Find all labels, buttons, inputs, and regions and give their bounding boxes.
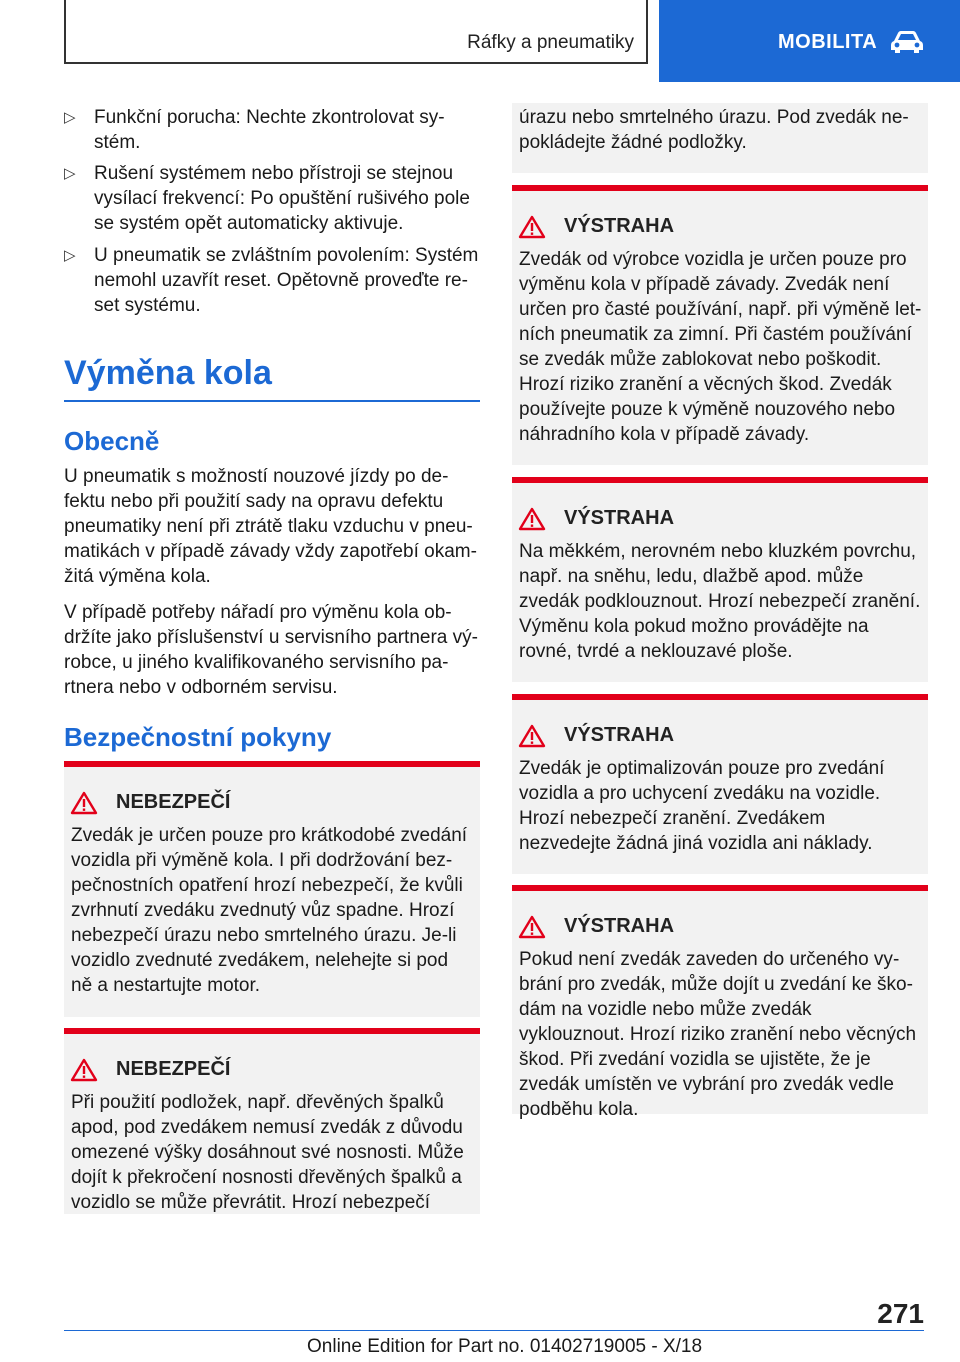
warning-box [512,185,928,465]
warning-triangle-icon [518,724,546,754]
danger-box [64,1028,480,1214]
warning-label: VÝSTRAHA [564,724,675,746]
warning-triangle-icon [518,507,546,537]
warning-continuation [512,103,928,173]
warning-label: VÝSTRAHA [564,507,675,529]
list-item: ▷ U pneumatik se zvláštním povolením: Systém nemohl uzavřít reset. Opětovně proveďte reset systému. [64,245,479,316]
subsection-title: Obecně [64,426,160,456]
warning-box [512,477,928,682]
paragraph: V případě potřeby nářadí pro výměnu kola obdržíte jako příslušenství u servisního partnera výrobce, u jiného kvalifikovaného servisního partnera nebo v odborném servisu. [64,602,478,698]
warning-box [512,694,928,874]
footer-edition: Online Edition for Part no. 01402719005 - X/18 [307,1336,703,1357]
header-tab-label: MOBILITA [778,31,878,53]
list-item: ▷ Funkční porucha: Nechte zkontrolovat systém. [64,107,445,153]
car-icon [888,30,926,59]
warning-triangle-icon [70,791,98,821]
footer-divider [64,1330,924,1331]
warning-triangle-icon [518,215,546,245]
triangle-bullet-icon: ▷ [64,165,76,182]
warning-text: Zvedák je optimalizován pouze pro zvedání vozidla a pro uchycení zvedáku na vozidle. Hrozí nebezpečí zranění. Zvedákem nezvedejte žádná jiná vozidla ani náklady. [519,758,885,854]
page-number: 271 [877,1298,924,1329]
header-mobility-tab[interactable] [659,0,960,82]
triangle-bullet-icon: ▷ [64,247,76,264]
warning-text: Na měkkém, nerovném nebo kluzkém povrchu, např. na sněhu, ledu, dlažbě apod. může zvedák podklouznout. Hrozí nebezpečí zranění. Výměnu kola pokud možno provádějte na rovné, tvrdé a neklouzavé ploše. [519,541,921,662]
warning-text: Zvedák je určen pouze pro krátkodobé zvedání vozidla při výměně kola. I při dodržování bezpečnostních opatření hrozí nebezpečí, že kvůli zvrhnutí zvedáku zvednutý vůz spadne. Hrozí nebezpečí úrazu nebo smrtelného úrazu. Je-li vozidlo zvednuté zvedákem, nelehejte si pod ně a nestartujte motor. [71,825,468,996]
warning-triangle-icon [518,915,546,945]
header-section-box [64,0,648,64]
warning-label: NEBEZPEČÍ [116,1058,231,1080]
warning-text: Při použití podložek, např. dřevěných špalků apod, pod zvedákem nemusí zvedák z důvodu omezené výšky dosáhnout své nosnosti. Může dojít k překročení nosnosti dřevěných špalků a vozidlo se může převrátit. Hrozí nebezpečí [71,1092,464,1213]
danger-box [64,761,480,1017]
warning-label: NEBEZPEČÍ [116,791,231,813]
warning-box [512,885,928,1120]
section-title: Výměna kola [64,354,272,392]
warning-label: VÝSTRAHA [564,915,675,937]
warning-text: úrazu nebo smrtelného úrazu. Pod zvedák nepokládejte žádné podložky. [519,107,909,153]
header-section-title: Ráfky a pneumatiky [467,32,634,53]
warning-text: Pokud není zvedák zaveden do určeného vybrání pro zvedák, může dojít u zvedání ke škodám na vozidle nebo může zvedák vyklouznout. Hrozí riziko zranění nebo věcných škod. Při zvedání vozidla se ujistěte, že je zvedák umístěn ve vybrání pro zvedák vedle podběhu kola. [519,949,917,1120]
warning-text: Zvedák od výrobce vozidla je určen pouze pro výměnu kola v případě závady. Zvedák není určen pro časté používání, např. při výměně letních pneumatik za zimní. Při častém používání se zvedák může zablokovat nebo poškodit. Hrozí riziko zranění a věcných škod. Zvedák používejte pouze k výměně nouzového nebo náhradního kola v případě závady. [519,249,922,445]
list-item: ▷ Rušení systémem nebo přístroji se stejnou vysílací frekvencí: Po opuštění rušivého pole se systém opět automaticky aktivuje. [64,163,470,234]
warning-label: VÝSTRAHA [564,215,675,237]
section-divider [64,400,480,402]
warning-triangle-icon [70,1058,98,1088]
paragraph: U pneumatik s možností nouzové jízdy po defektu nebo při použití sady na opravu defektu pneumatiky není při ztrátě tlaku vzduchu v pneumatikách v případě závady vždy zapotřebí okamžitá výměna kola. [64,466,477,587]
triangle-bullet-icon: ▷ [64,109,76,126]
safety-section-title: Bezpečnostní pokyny [64,722,332,752]
